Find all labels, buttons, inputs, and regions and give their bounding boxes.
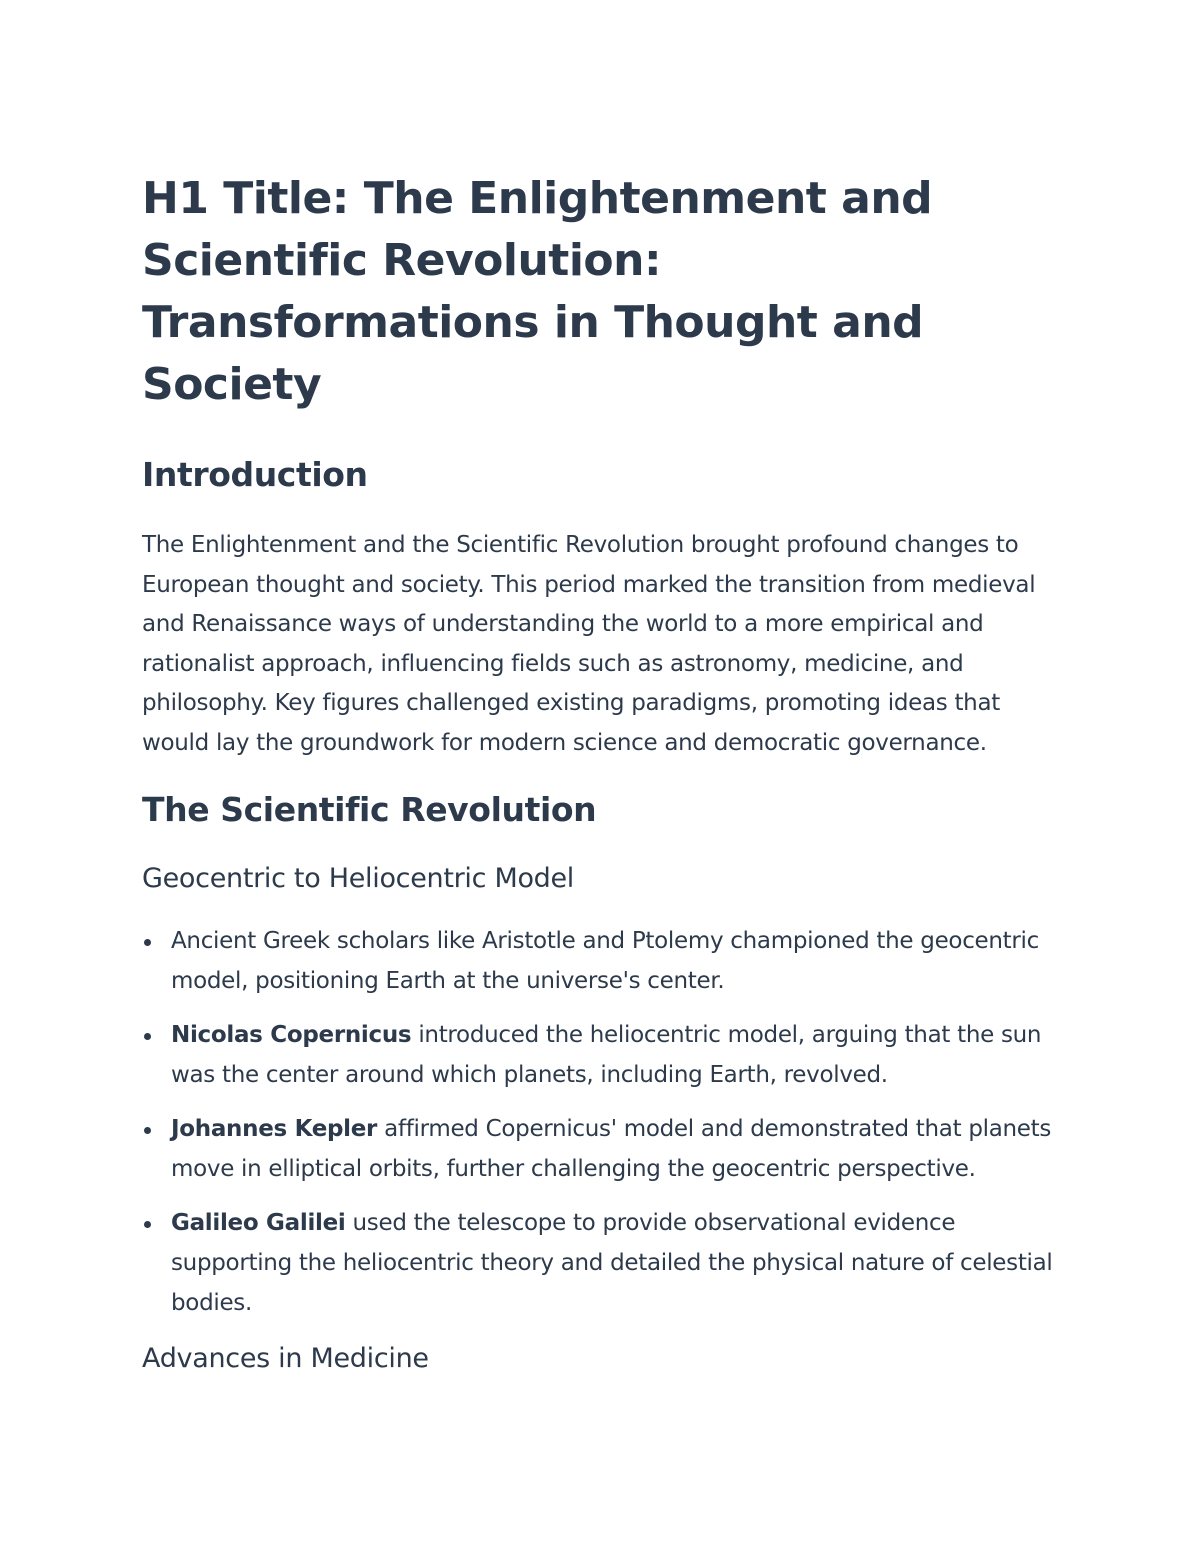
list-item-name: Galileo Galilei — [171, 1210, 346, 1236]
bullet-icon — [144, 1033, 151, 1040]
introduction-heading: Introduction — [142, 455, 368, 494]
bullet-icon — [144, 1127, 151, 1134]
scientific-revolution-heading: The Scientific Revolution — [142, 790, 597, 829]
model-bullet-list — [142, 921, 1072, 1323]
list-item — [142, 1203, 1072, 1323]
list-item-name: Nicolas Copernicus — [171, 1022, 412, 1048]
bullet-icon — [144, 1221, 151, 1228]
list-item — [142, 1109, 1072, 1189]
page-title: H1 Title: The Enlightenment and Scientific Revolution: Transformations in Thought and Society — [142, 173, 933, 410]
list-item-text: used the telescope to provide observational evidence supporting the heliocentric theory and detailed the physical nature of celestial bodies. — [171, 1210, 1053, 1316]
list-item-name: Johannes Kepler — [171, 1116, 378, 1142]
geocentric-heliocentric-heading: Geocentric to Heliocentric Model — [142, 863, 575, 894]
list-item-text: introduced the heliocentric model, arguing that the sun was the center around which planets, including Earth, revolved. — [171, 1022, 1042, 1088]
list-item-text: affirmed Copernicus' model and demonstrated that planets move in elliptical orbits, further challenging the geocentric perspective. — [171, 1116, 1052, 1182]
list-item — [142, 1015, 1072, 1095]
list-item — [142, 921, 1072, 1001]
bullet-icon — [144, 939, 151, 946]
document-page — [142, 168, 1072, 1377]
advances-in-medicine-heading: Advances in Medicine — [142, 1343, 429, 1374]
introduction-paragraph: The Enlightenment and the Scientific Revolution brought profound changes to European thought and society. This period marked the transition from medieval and Renaissance ways of understanding the world to a more empirical and rationalist approach, influencing fields such as astronomy, medicine, and philosophy. Key figures challenged existing paradigms, promoting ideas that would lay the groundwork for modern science and democratic governance. — [142, 532, 1036, 756]
list-item-text: Ancient Greek scholars like Aristotle and Ptolemy championed the geocentric model, positioning Earth at the universe's center. — [171, 928, 1039, 994]
